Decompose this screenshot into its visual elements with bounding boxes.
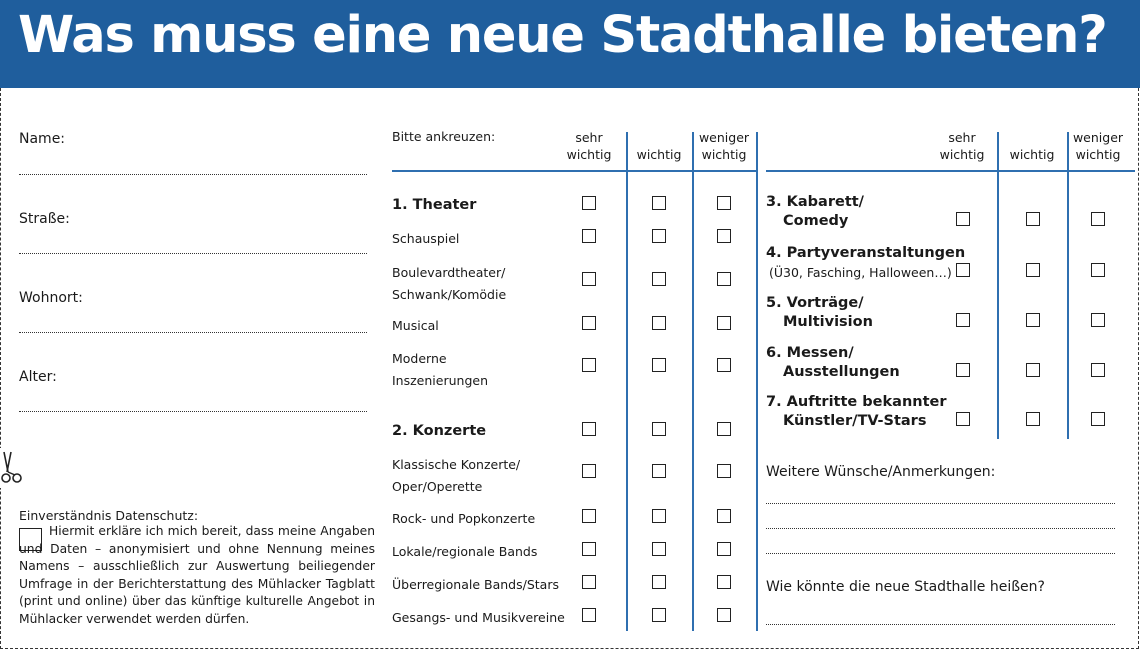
col-header-less-important-right: weniger wichtig xyxy=(1072,130,1124,162)
less-important-checkbox[interactable] xyxy=(717,464,731,478)
important-checkbox[interactable] xyxy=(1026,412,1040,426)
survey-item-label: Moderne Inszenierungen xyxy=(392,351,488,388)
street-field[interactable] xyxy=(19,253,367,254)
less-important-checkbox[interactable] xyxy=(717,422,731,436)
wishes-line[interactable] xyxy=(766,528,1115,529)
very-important-checkbox[interactable] xyxy=(582,542,596,556)
very-important-checkbox[interactable] xyxy=(956,263,970,277)
survey-item-label: 2. Konzerte xyxy=(392,423,487,439)
less-important-checkbox[interactable] xyxy=(717,272,731,286)
street-label: Straße: xyxy=(19,211,70,227)
important-checkbox[interactable] xyxy=(652,608,666,622)
very-important-checkbox[interactable] xyxy=(582,464,596,478)
very-important-checkbox[interactable] xyxy=(582,358,596,372)
important-checkbox[interactable] xyxy=(652,316,666,330)
important-checkbox[interactable] xyxy=(652,272,666,286)
table-rule-left xyxy=(392,170,756,172)
privacy-heading: Einverständnis Datenschutz: xyxy=(19,508,199,523)
important-checkbox[interactable] xyxy=(652,575,666,589)
privacy-text: Hiermit erkläre ich mich bereit, dass meine Angaben und Daten – anonymisiert und ohne Nennung meines Namens – ausschließlich zur Auswertung beiliegender Umfrage in der Berichterstattung des Mühlacker Tagblatt (print und online) über das künftige kulturelle Angebot in Mühlacker verwendet werden dürfen. xyxy=(19,524,375,626)
survey-item-label: 3. Kabarett/ Comedy xyxy=(766,194,864,229)
less-important-checkbox[interactable] xyxy=(717,196,731,210)
hall-name-question: Wie könnte die neue Stadthalle heißen? xyxy=(766,579,1045,595)
wishes-line[interactable] xyxy=(766,553,1115,554)
very-important-checkbox[interactable] xyxy=(582,272,596,286)
col-header-very-important: sehr wichtig xyxy=(566,130,612,162)
important-checkbox[interactable] xyxy=(1026,313,1040,327)
column-divider xyxy=(626,132,628,631)
important-checkbox[interactable] xyxy=(652,422,666,436)
survey-item-label: Überregionale Bands/Stars xyxy=(392,577,559,592)
very-important-checkbox[interactable] xyxy=(956,363,970,377)
less-important-checkbox[interactable] xyxy=(1091,363,1105,377)
very-important-checkbox[interactable] xyxy=(956,212,970,226)
very-important-checkbox[interactable] xyxy=(956,313,970,327)
less-important-checkbox[interactable] xyxy=(717,358,731,372)
less-important-checkbox[interactable] xyxy=(717,229,731,243)
important-checkbox[interactable] xyxy=(1026,212,1040,226)
very-important-checkbox[interactable] xyxy=(582,229,596,243)
city-field[interactable] xyxy=(19,332,367,333)
survey-item-label: 1. Theater xyxy=(392,197,477,213)
survey-item-label: 7. Auftritte bekannter Künstler/TV-Stars xyxy=(766,394,947,429)
very-important-checkbox[interactable] xyxy=(582,608,596,622)
important-checkbox[interactable] xyxy=(652,229,666,243)
column-divider xyxy=(997,132,999,439)
very-important-checkbox[interactable] xyxy=(582,575,596,589)
survey-item-label: 4. Partyveranstaltungen (Ü30, Fasching, Halloween…) xyxy=(766,245,966,280)
very-important-checkbox[interactable] xyxy=(582,196,596,210)
important-checkbox[interactable] xyxy=(1026,363,1040,377)
survey-item-label: Rock- und Popkonzerte xyxy=(392,511,536,526)
important-checkbox[interactable] xyxy=(652,464,666,478)
very-important-checkbox[interactable] xyxy=(956,412,970,426)
name-field[interactable] xyxy=(19,174,367,175)
less-important-checkbox[interactable] xyxy=(717,542,731,556)
very-important-checkbox[interactable] xyxy=(582,509,596,523)
important-checkbox[interactable] xyxy=(652,358,666,372)
important-checkbox[interactable] xyxy=(652,196,666,210)
survey-item-label: Boulevardtheater/ Schwank/Komödie xyxy=(392,265,507,302)
survey-item-label: Lokale/regionale Bands xyxy=(392,544,538,559)
less-important-checkbox[interactable] xyxy=(717,509,731,523)
table-rule-right xyxy=(766,170,1135,172)
less-important-checkbox[interactable] xyxy=(1091,412,1105,426)
less-important-checkbox[interactable] xyxy=(1091,263,1105,277)
survey-item-label: Gesangs- und Musikvereine xyxy=(392,610,565,625)
important-checkbox[interactable] xyxy=(652,542,666,556)
survey-item-label: Musical xyxy=(392,318,439,333)
instruction-label: Bitte ankreuzen: xyxy=(392,129,496,144)
survey-item-label: 6. Messen/ Ausstellungen xyxy=(766,345,900,380)
col-header-important-right: wichtig xyxy=(1009,147,1055,162)
age-label: Alter: xyxy=(19,369,57,385)
less-important-checkbox[interactable] xyxy=(1091,313,1105,327)
column-divider xyxy=(1067,132,1069,439)
less-important-checkbox[interactable] xyxy=(717,316,731,330)
less-important-checkbox[interactable] xyxy=(1091,212,1105,226)
less-important-checkbox[interactable] xyxy=(717,608,731,622)
less-important-checkbox[interactable] xyxy=(717,575,731,589)
name-label: Name: xyxy=(19,131,66,147)
important-checkbox[interactable] xyxy=(1026,263,1040,277)
wishes-line[interactable] xyxy=(766,503,1115,504)
age-field[interactable] xyxy=(19,411,367,412)
wishes-label: Weitere Wünsche/Anmerkungen: xyxy=(766,464,996,480)
city-label: Wohnort: xyxy=(19,290,83,306)
page-title: Was muss eine neue Stadthalle bieten? xyxy=(18,6,1107,65)
column-divider xyxy=(756,132,758,631)
title-banner xyxy=(0,0,1140,88)
col-header-very-important-right: sehr wichtig xyxy=(939,130,985,162)
survey-item-label: 5. Vorträge/ Multivision xyxy=(766,295,873,330)
important-checkbox[interactable] xyxy=(652,509,666,523)
column-divider xyxy=(692,132,694,631)
survey-item-label: Schauspiel xyxy=(392,231,460,246)
survey-item-label: Klassische Konzerte/ Oper/Operette xyxy=(392,457,521,494)
very-important-checkbox[interactable] xyxy=(582,422,596,436)
scissors-icon xyxy=(0,448,24,488)
col-header-less-important: weniger wichtig xyxy=(698,130,750,162)
very-important-checkbox[interactable] xyxy=(582,316,596,330)
hall-name-line[interactable] xyxy=(766,624,1115,625)
col-header-important: wichtig xyxy=(636,147,682,162)
